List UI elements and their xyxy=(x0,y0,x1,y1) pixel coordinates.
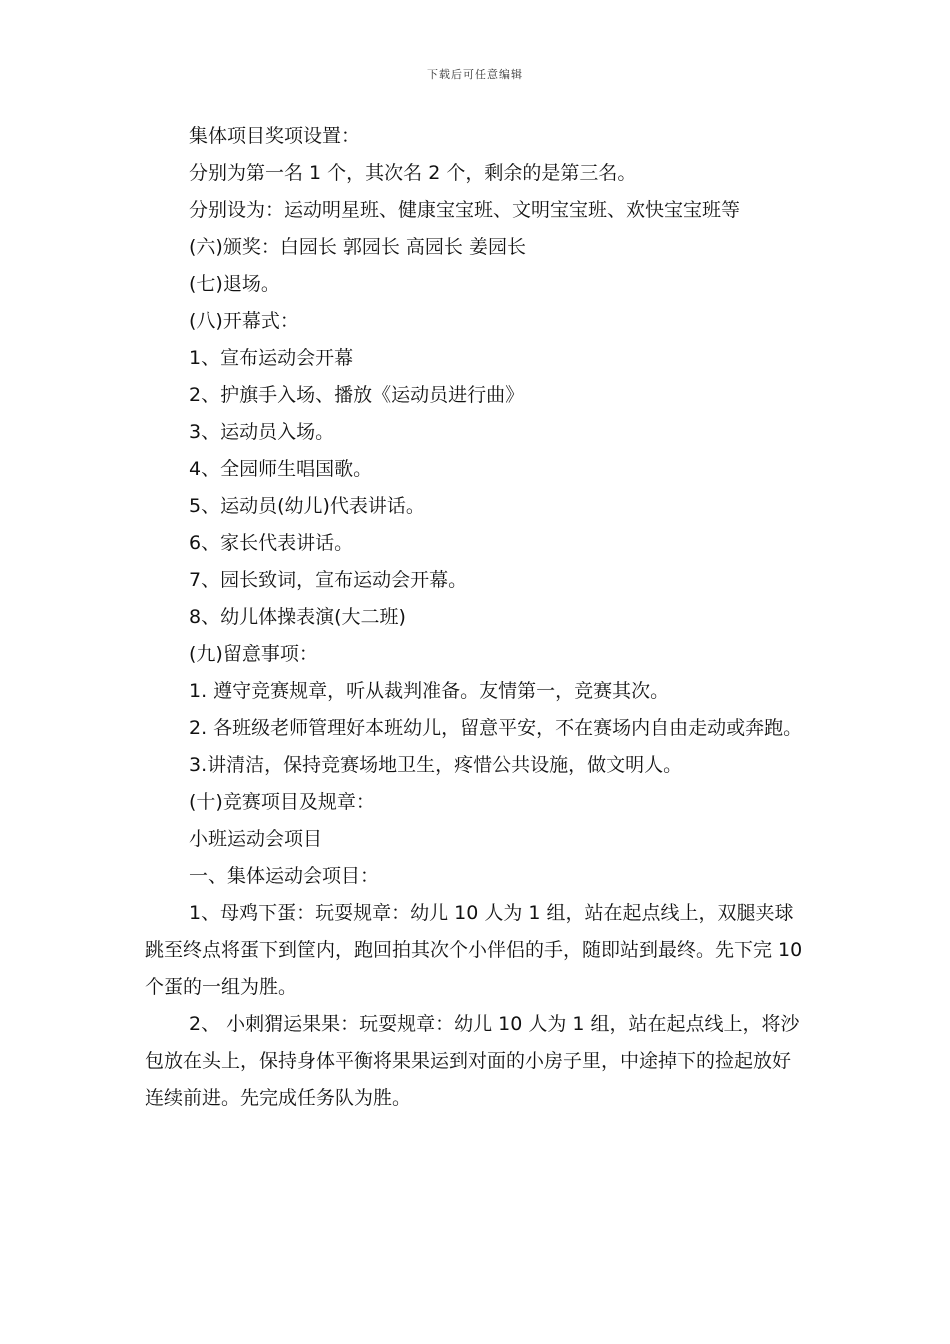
paragraph: (六)颁奖：白园长 郭园长 高园长 姜园长 xyxy=(189,236,526,258)
paragraph: 1. 遵守竞赛规章，听从裁判准备。友情第一，竞赛其次。 xyxy=(189,680,670,702)
paragraph: 2. 各班级老师管理好本班幼儿，留意平安，不在赛场内自由走动或奔跑。 xyxy=(189,717,803,739)
paragraph: (十)竞赛项目及规章： xyxy=(189,791,375,813)
paragraph: 分别设为：运动明星班、健康宝宝班、文明宝宝班、欢快宝宝班等 xyxy=(189,199,741,221)
paragraph: 2、护旗手入场、播放《运动员进行曲》 xyxy=(189,384,525,406)
paragraph: 分别为第一名 1 个，其次名 2 个，剩余的是第三名。 xyxy=(189,162,637,184)
paragraph: (八)开幕式： xyxy=(189,310,299,332)
paragraph: 2、 小刺猬运果果：玩耍规章：幼儿 10 人为 1 组，站在起点线上，将沙包放在头上，保持身体平衡将果果运到对面的小房子里，中途掉下的捡起放好连续前进。先完成任务队为胜。 xyxy=(145,1013,800,1109)
paragraph: 5、运动员(幼儿)代表讲话。 xyxy=(189,495,425,517)
paragraph: 集体项目奖项设置： xyxy=(189,125,361,147)
paragraph: 小班运动会项目 xyxy=(189,828,323,850)
paragraph: 一、集体运动会项目： xyxy=(189,865,380,887)
paragraph: (九)留意事项： xyxy=(189,643,318,665)
paragraph: 3.讲清洁，保持竞赛场地卫生，疼惜公共设施，做文明人。 xyxy=(189,754,683,776)
paragraph: 4、全园师生唱国歌。 xyxy=(189,458,373,480)
paragraph: 8、幼儿体操表演(大二班) xyxy=(189,606,406,628)
paragraph: 1、母鸡下蛋：玩耍规章：幼儿 10 人为 1 组，站在起点线上，双腿夹球跳至终点将蛋下到筐内，跑回拍其次个小伴侣的手，随即站到最终。先下完 10 个蛋的一组为胜。 xyxy=(145,902,803,998)
document-body xyxy=(145,118,807,1117)
paragraph: 6、家长代表讲话。 xyxy=(189,532,354,554)
paragraph: 7、园长致词，宣布运动会开幕。 xyxy=(189,569,468,591)
paragraph: 3、运动员入场。 xyxy=(189,421,335,443)
page-header-note: 下载后可任意编辑 xyxy=(427,68,523,81)
paragraph: (七)退场。 xyxy=(189,273,280,295)
paragraph: 1、宣布运动会开幕 xyxy=(189,347,354,369)
